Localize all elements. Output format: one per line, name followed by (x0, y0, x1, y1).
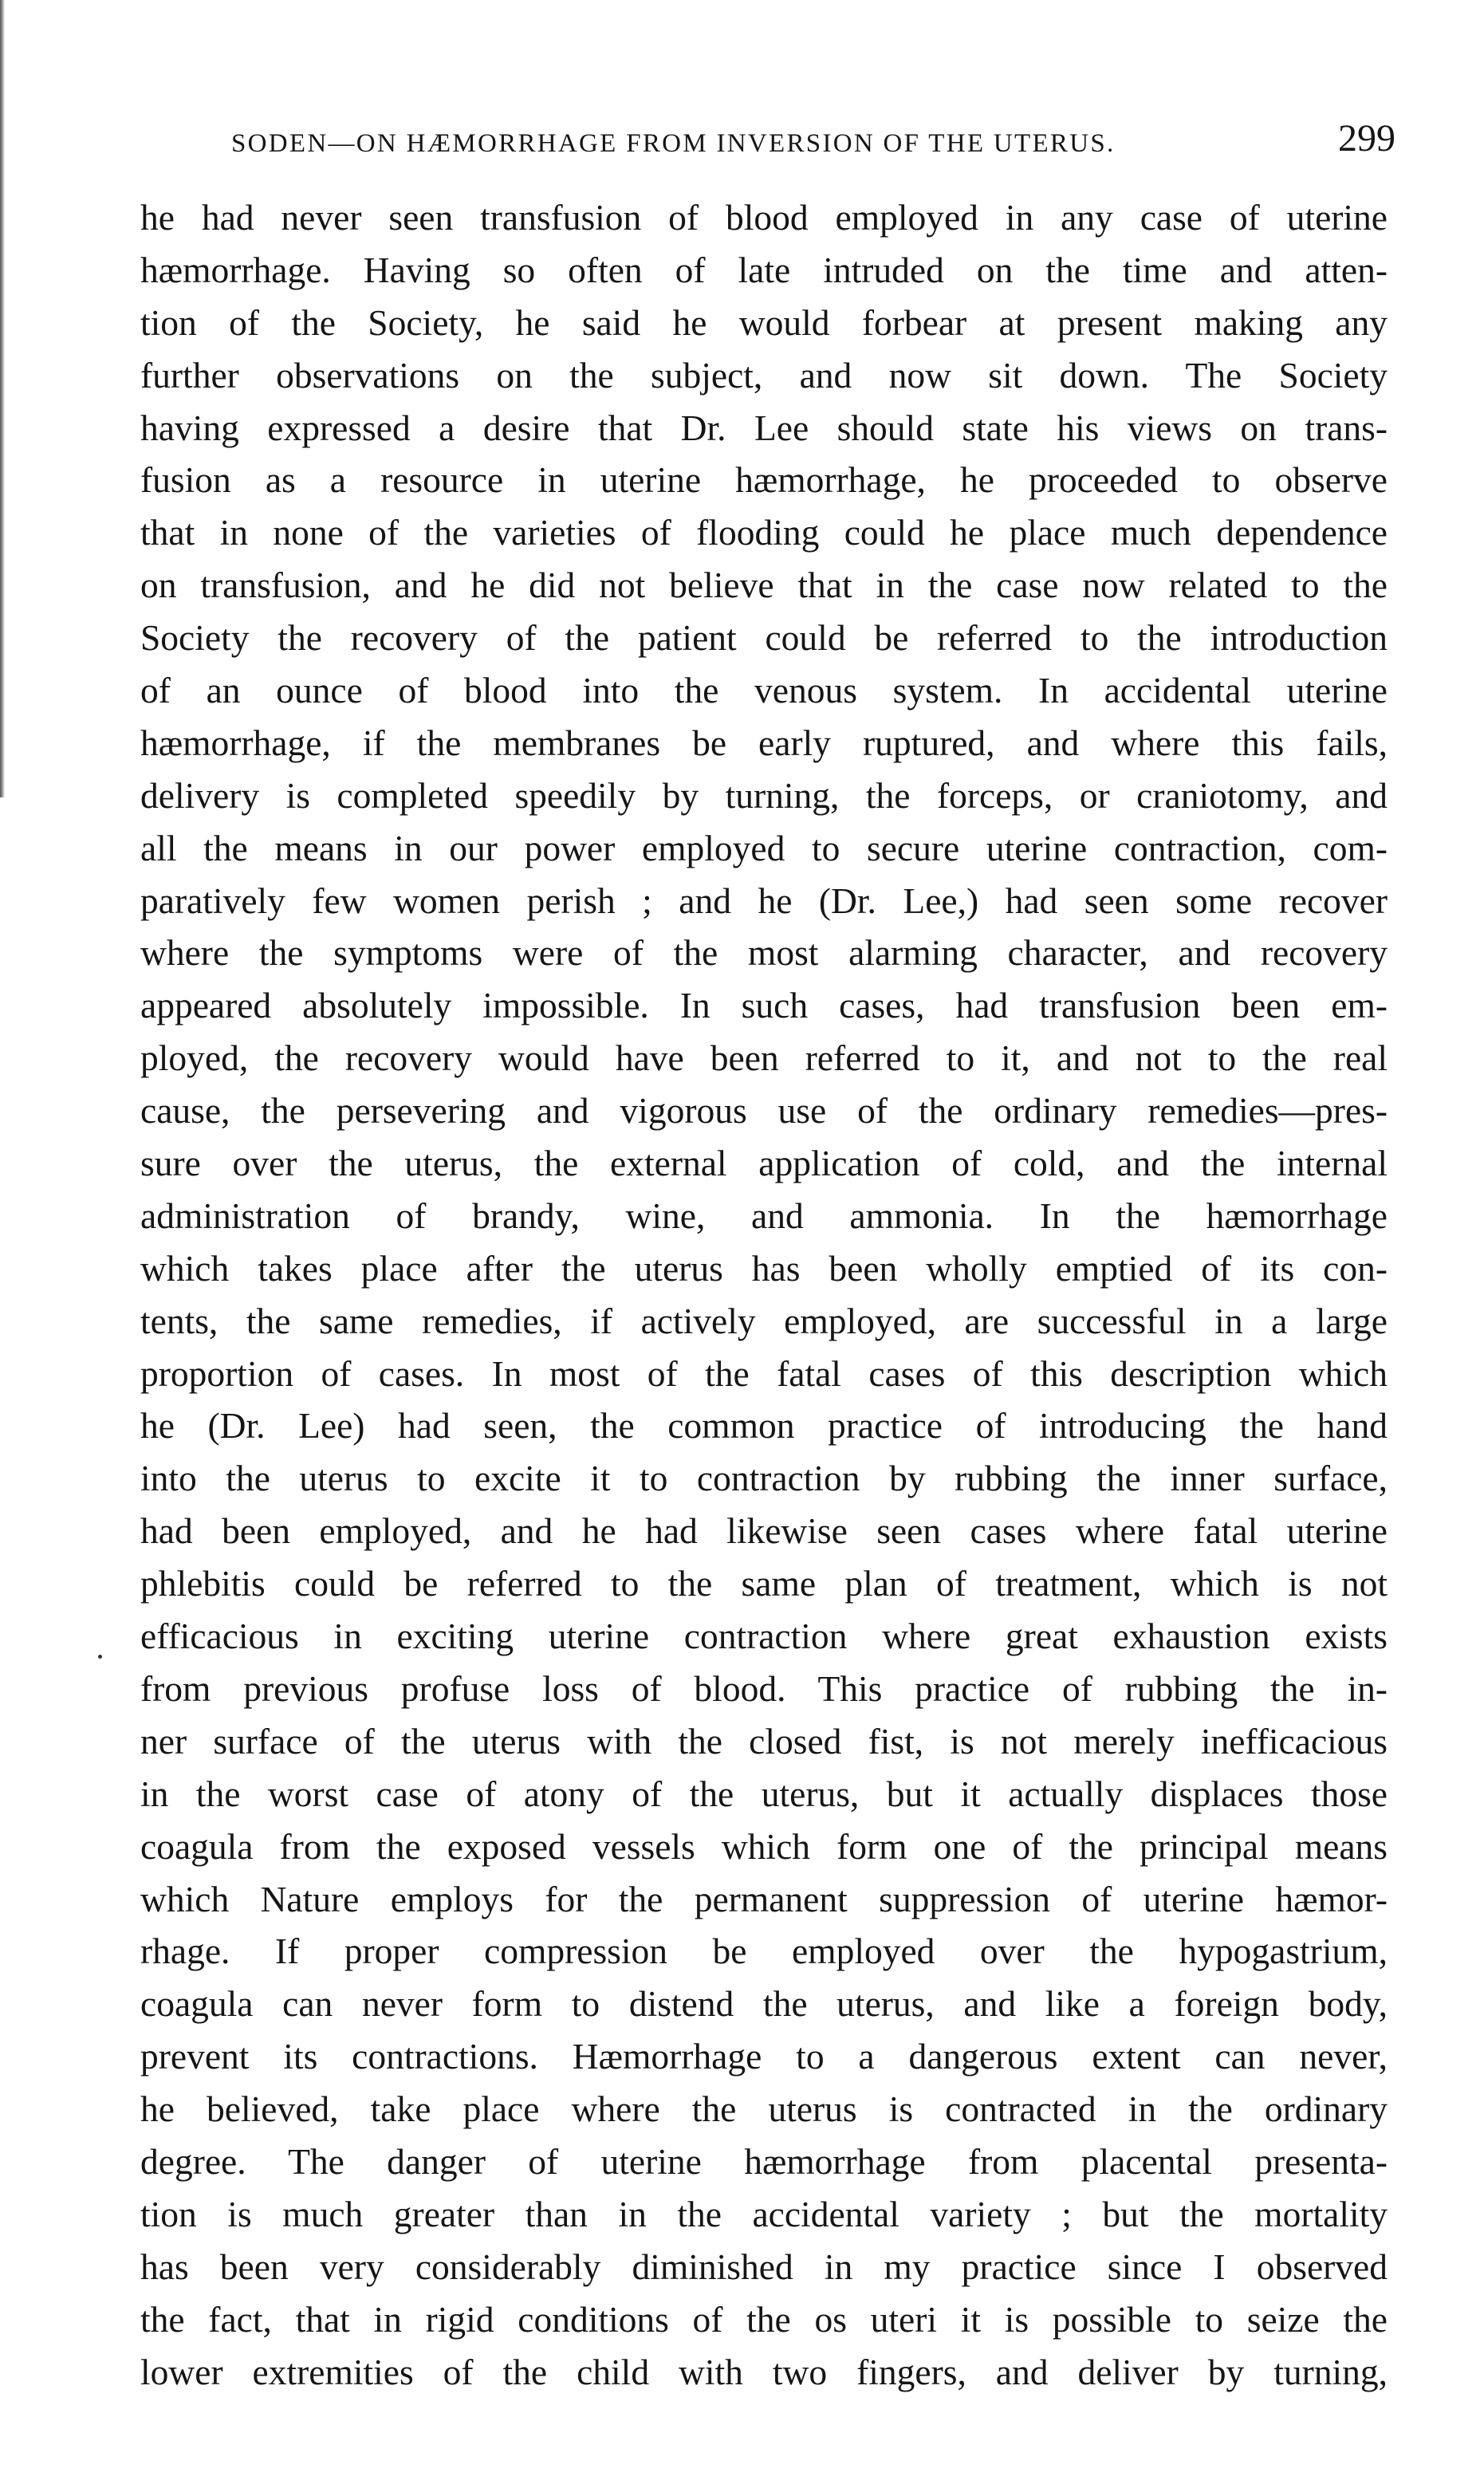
text-line: he had never seen transfusion of blood employed in any case of uterine (140, 197, 1388, 238)
text-line: lower extremities of the child with two fingers, and deliver by turning, (140, 2351, 1388, 2392)
page-edge-shadow (0, 0, 5, 797)
text-line: which Nature employs for the permanent suppression of uterine hæmor- (140, 1878, 1388, 1919)
text-line: fusion as a resource in uterine hæmorrhage, he proceeded to observe (140, 459, 1388, 501)
text-line: where the symptoms were of the most alarming character, and recovery (140, 932, 1388, 974)
text-line: tion is much greater than in the accidental variety ; but the mortality (140, 2193, 1388, 2234)
text-line: efficacious in exciting uterine contraction where great exhaustion exists (140, 1616, 1388, 1657)
text-line: he (Dr. Lee) had seen, the common practice of introducing the hand (140, 1405, 1388, 1447)
text-line: tents, the same remedies, if actively employed, are successful in a large (140, 1300, 1388, 1341)
text-line: cause, the persevering and vigorous use of the ordinary remedies—pres- (140, 1090, 1388, 1132)
text-line: rhage. If proper compression be employed over the hypogastrium, (140, 1931, 1388, 1972)
text-line: proportion of cases. In most of the fatal cases of this description which (140, 1352, 1388, 1394)
text-line: of an ounce of blood into the venous system. In accidental uterine (140, 670, 1388, 711)
text-line: hæmorrhage. Having so often of late intruded on the time and atten- (140, 249, 1388, 290)
body-text (140, 191, 1388, 2398)
text-line: hæmorrhage, if the membranes be early ruptured, and where this fails, (140, 722, 1388, 763)
text-line: coagula can never form to distend the uterus, and like a foreign body, (140, 1983, 1388, 2025)
text-line: which takes place after the uterus has been wholly emptied of its con- (140, 1247, 1388, 1289)
text-line: ployed, the recovery would have been referred to it, and not to the real (140, 1037, 1388, 1079)
text-line: ner surface of the uterus with the closed fist, is not merely inefficacious (140, 1720, 1388, 1762)
text-line: from previous profuse loss of blood. This practice of rubbing the in- (140, 1667, 1388, 1709)
text-line: further observations on the subject, and now sit down. The Society (140, 354, 1388, 396)
text-line: tion of the Society, he said he would forbear at present making any (140, 301, 1388, 343)
text-line: prevent its contractions. Hæmorrhage to a dangerous extent can never, (140, 2036, 1388, 2077)
text-line: appeared absolutely impossible. In such cases, had transfusion been em- (140, 985, 1388, 1026)
running-head: SODEN—ON HÆMORRHAGE FROM INVERSION OF THE UTERUS. (231, 129, 1116, 158)
text-line: that in none of the varieties of flooding could he place much dependence (140, 512, 1388, 553)
text-line: administration of brandy, wine, and ammonia. In the hæmorrhage (140, 1195, 1388, 1236)
text-line: having expressed a desire that Dr. Lee should state his views on trans- (140, 407, 1388, 448)
text-line: degree. The danger of uterine hæmorrhage from placental presenta- (140, 2140, 1388, 2182)
text-line: sure over the uterus, the external application of cold, and the internal (140, 1143, 1388, 1184)
text-line: delivery is completed speedily by turning, the forceps, or craniotomy, and (140, 774, 1388, 816)
text-line: the fact, that in rigid conditions of the os uteri it is possible to seize the (140, 2298, 1388, 2340)
text-line: all the means in our power employed to secure uterine contraction, com- (140, 827, 1388, 868)
page-header (231, 118, 1395, 166)
text-line: Society the recovery of the patient could be referred to the introduction (140, 617, 1388, 659)
text-line: had been employed, and he had likewise seen cases where fatal uterine (140, 1510, 1388, 1552)
text-line: into the uterus to excite it to contraction by rubbing the inner surface, (140, 1458, 1388, 1499)
text-line: in the worst case of atony of the uterus, but it actually displaces those (140, 1773, 1388, 1814)
text-line: phlebitis could be referred to the same plan of treatment, which is not (140, 1563, 1388, 1604)
text-line: has been very considerably diminished in my practice since I observed (140, 2246, 1388, 2287)
text-line: on transfusion, and he did not believe that in the case now related to the (140, 565, 1388, 606)
text-line: he believed, take place where the uterus is contracted in the ordinary (140, 2088, 1388, 2130)
text-line: coagula from the exposed vessels which form one of the principal means (140, 1825, 1388, 1867)
margin-mark (98, 1655, 102, 1659)
text-line: paratively few women perish ; and he (Dr. Lee,) had seen some recover (140, 880, 1388, 921)
page-number: 299 (1338, 117, 1395, 159)
